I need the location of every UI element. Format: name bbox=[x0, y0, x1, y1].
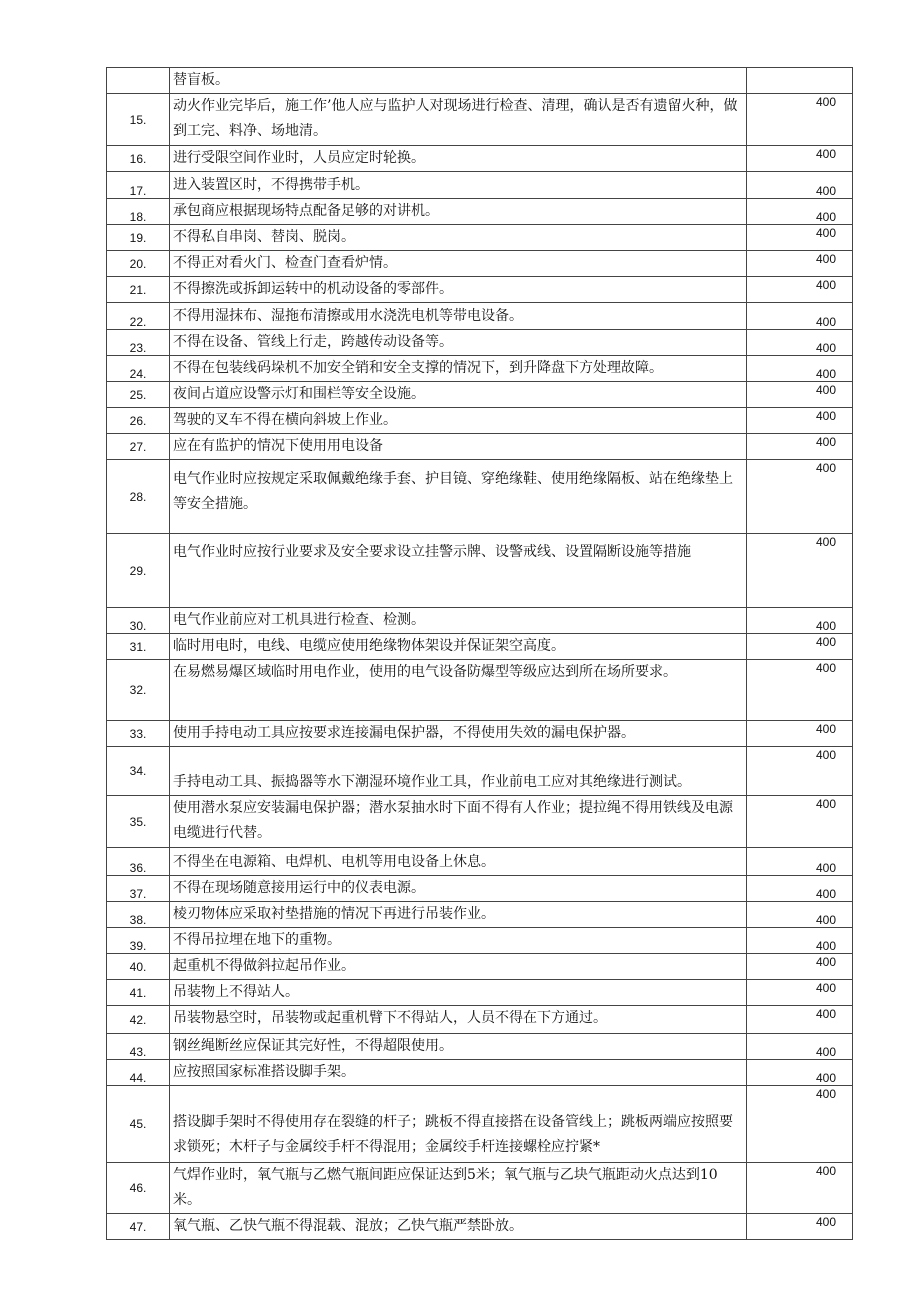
rule-text: 氧气瓶、乙快气瓶不得混载、混放；乙快气瓶严禁卧放。 bbox=[170, 1214, 747, 1240]
row-number: 29. bbox=[107, 534, 170, 608]
rule-text: 电气作业前应对工机具进行检查、检测。 bbox=[170, 608, 747, 634]
score-value: 400 bbox=[747, 303, 853, 330]
row-number: 19. bbox=[107, 225, 170, 251]
row-number: 33. bbox=[107, 721, 170, 747]
score-value: 400 bbox=[747, 225, 853, 251]
rule-text: 气焊作业时，氧气瓶与乙燃气瓶间距应保证达到5米；氧气瓶与乙块气瓶距动火点达到10米。 bbox=[170, 1163, 747, 1214]
rule-text: 不得在现场随意接用运行中的仪表电源。 bbox=[170, 876, 747, 902]
rule-text bbox=[170, 1086, 747, 1163]
row-number: 44. bbox=[107, 1060, 170, 1086]
row-number: 18. bbox=[107, 199, 170, 225]
score-value: 400 bbox=[747, 954, 853, 980]
rule-text: 动火作业完毕后，施工作’他人应与监护人对现场进行检查、清理，确认是否有遗留火种，做到工完、料净、场地清。 bbox=[170, 94, 747, 146]
table-row bbox=[107, 356, 853, 382]
table-row bbox=[107, 1163, 853, 1214]
rule-text: 棱刃物体应采取衬垫措施的情况下再进行吊装作业。 bbox=[170, 902, 747, 928]
table-row bbox=[107, 848, 853, 876]
score-value: 400 bbox=[747, 434, 853, 460]
row-number: 30. bbox=[107, 608, 170, 634]
rule-text: 不得坐在电源箱、电焊机、电机等用电设备上休息。 bbox=[170, 848, 747, 876]
row-number: 34. bbox=[107, 747, 170, 796]
rule-text: 不得用湿抹布、湿拖布清擦或用水浇洗电机等带电设备。 bbox=[170, 303, 747, 330]
row-number: 15. bbox=[107, 94, 170, 146]
table-row bbox=[107, 94, 853, 146]
table-row bbox=[107, 1086, 853, 1163]
score-value: 400 bbox=[747, 980, 853, 1006]
row-number: 21. bbox=[107, 277, 170, 303]
table-row bbox=[107, 146, 853, 172]
row-number: 27. bbox=[107, 434, 170, 460]
row-number bbox=[107, 68, 170, 94]
score-value: 400 bbox=[747, 408, 853, 434]
table-row bbox=[107, 954, 853, 980]
score-value bbox=[747, 68, 853, 94]
score-value: 400 bbox=[747, 172, 853, 199]
row-number: 22. bbox=[107, 303, 170, 330]
row-number: 42. bbox=[107, 1006, 170, 1034]
rule-text: 不得私自串岗、替岗、脱岗。 bbox=[170, 225, 747, 251]
rule-text: 临时用电时，电线、电缆应使用绝缘物体架设并保证架空高度。 bbox=[170, 634, 747, 660]
row-number: 31. bbox=[107, 634, 170, 660]
table-row bbox=[107, 721, 853, 747]
rule-text: 不得在包装线码垛机不加安全销和安全支撑的情况下，到升降盘下方处理故障。 bbox=[170, 356, 747, 382]
safety-rules-table bbox=[106, 67, 853, 1240]
table-row bbox=[107, 660, 853, 721]
table-row bbox=[107, 172, 853, 199]
table-row bbox=[107, 747, 853, 796]
score-value: 400 bbox=[747, 146, 853, 172]
rule-text: 应按照国家标准搭设脚手架。 bbox=[170, 1060, 747, 1086]
score-value: 400 bbox=[747, 199, 853, 225]
score-value: 400 bbox=[747, 608, 853, 634]
rule-text: 不得擦洗或拆卸运转中的机动设备的零部件。 bbox=[170, 277, 747, 303]
table-row bbox=[107, 434, 853, 460]
table-row bbox=[107, 928, 853, 954]
score-value: 400 bbox=[747, 876, 853, 902]
score-value: 400 bbox=[747, 902, 853, 928]
rule-text bbox=[170, 534, 747, 608]
table-row bbox=[107, 225, 853, 251]
score-value: 400 bbox=[747, 1163, 853, 1214]
row-number: 23. bbox=[107, 330, 170, 356]
table-row bbox=[107, 1006, 853, 1034]
rule-text: 进入装置区时，不得携带手机。 bbox=[170, 172, 747, 199]
table-row bbox=[107, 902, 853, 928]
table-row bbox=[107, 68, 853, 94]
score-value: 400 bbox=[747, 721, 853, 747]
rule-text: 吊装物上不得站人。 bbox=[170, 980, 747, 1006]
rule-text-content: 电气作业时应按规定采取佩戴绝缘手套、护目镜、穿绝缘鞋、使用绝缘隔板、站在绝缘垫上等安全措施。 bbox=[173, 471, 733, 512]
row-number: 47. bbox=[107, 1214, 170, 1240]
score-value: 400 bbox=[747, 94, 853, 146]
row-number: 40. bbox=[107, 954, 170, 980]
rule-text-content: 电气作业时应按行业要求及安全要求设立挂警示牌、设警戒线、设置隔断设施等措施 bbox=[173, 544, 691, 560]
row-number: 16. bbox=[107, 146, 170, 172]
rule-text: 使用手持电动工具应按要求连接漏电保护器，不得使用失效的漏电保护器。 bbox=[170, 721, 747, 747]
row-number: 25. bbox=[107, 382, 170, 408]
score-value: 400 bbox=[747, 928, 853, 954]
row-number: 45. bbox=[107, 1086, 170, 1163]
rule-text: 吊装物悬空时，吊装物或起重机臂下不得站人，人员不得在下方通过。 bbox=[170, 1006, 747, 1034]
row-number: 32. bbox=[107, 660, 170, 721]
rule-text: 在易燃易爆区域临时用电作业，使用的电气设备防爆型等级应达到所在场所要求。 bbox=[170, 660, 747, 721]
rule-text: 起重机不得做斜拉起吊作业。 bbox=[170, 954, 747, 980]
row-number: 37. bbox=[107, 876, 170, 902]
row-number: 20. bbox=[107, 251, 170, 277]
table-row bbox=[107, 980, 853, 1006]
table-row bbox=[107, 408, 853, 434]
rule-text: 应在有监护的情况下使用用电设备 bbox=[170, 434, 747, 460]
score-value: 400 bbox=[747, 330, 853, 356]
table-row bbox=[107, 199, 853, 225]
row-number: 26. bbox=[107, 408, 170, 434]
table-row bbox=[107, 1060, 853, 1086]
row-number: 39. bbox=[107, 928, 170, 954]
row-number: 38. bbox=[107, 902, 170, 928]
rule-text: 钢丝绳断丝应保证其完好性，不得超限使用。 bbox=[170, 1034, 747, 1060]
score-value: 400 bbox=[747, 356, 853, 382]
score-value: 400 bbox=[747, 251, 853, 277]
table-row bbox=[107, 796, 853, 848]
score-value: 400 bbox=[747, 382, 853, 408]
rule-text: 手持电动工具、振捣器等水下潮湿环境作业工具，作业前电工应对其绝缘进行测试。 bbox=[170, 747, 747, 796]
score-value: 400 bbox=[747, 460, 853, 534]
table-row bbox=[107, 277, 853, 303]
score-value: 400 bbox=[747, 634, 853, 660]
table-row bbox=[107, 634, 853, 660]
score-value: 400 bbox=[747, 277, 853, 303]
table-row bbox=[107, 251, 853, 277]
score-value: 400 bbox=[747, 1214, 853, 1240]
table-row bbox=[107, 1034, 853, 1060]
row-number: 46. bbox=[107, 1163, 170, 1214]
table-row bbox=[107, 608, 853, 634]
rule-text: 替盲板。 bbox=[170, 68, 747, 94]
score-value: 400 bbox=[747, 1034, 853, 1060]
row-number: 43. bbox=[107, 1034, 170, 1060]
table-row bbox=[107, 1214, 853, 1240]
rule-text-content: 搭设脚手架时不得使用存在裂缝的杆子；跳板不得直接搭在设备管线上；跳板两端应按照要求锁死；木杆子与金属绞手杆不得混用；金属绞手杆连接螺栓应拧紧* bbox=[173, 1114, 733, 1155]
table-row bbox=[107, 876, 853, 902]
rule-text: 进行受限空间作业时，人员应定时轮换。 bbox=[170, 146, 747, 172]
row-number: 28. bbox=[107, 460, 170, 534]
score-value: 400 bbox=[747, 1060, 853, 1086]
table-row bbox=[107, 534, 853, 608]
row-number: 36. bbox=[107, 848, 170, 876]
row-number: 35. bbox=[107, 796, 170, 848]
rule-text: 不得正对看火门、检查门查看炉情。 bbox=[170, 251, 747, 277]
row-number: 41. bbox=[107, 980, 170, 1006]
rule-text: 夜间占道应设警示灯和围栏等安全设施。 bbox=[170, 382, 747, 408]
table-row bbox=[107, 330, 853, 356]
rule-text bbox=[170, 460, 747, 534]
table-row bbox=[107, 460, 853, 534]
table-row bbox=[107, 303, 853, 330]
score-value: 400 bbox=[747, 660, 853, 721]
table-row bbox=[107, 382, 853, 408]
rule-text: 不得吊拉埋在地下的重物。 bbox=[170, 928, 747, 954]
rule-text: 驾驶的叉车不得在横向斜坡上作业。 bbox=[170, 408, 747, 434]
score-value: 400 bbox=[747, 1086, 853, 1163]
score-value: 400 bbox=[747, 796, 853, 848]
score-value: 400 bbox=[747, 747, 853, 796]
rule-text: 承包商应根据现场特点配备足够的对讲机。 bbox=[170, 199, 747, 225]
score-value: 400 bbox=[747, 1006, 853, 1034]
row-number: 24. bbox=[107, 356, 170, 382]
rule-text: 使用潜水泵应安装漏电保护器；潜水泵抽水时下面不得有人作业；提拉绳不得用铁线及电源电缆进行代替。 bbox=[170, 796, 747, 848]
row-number: 17. bbox=[107, 172, 170, 199]
score-value: 400 bbox=[747, 534, 853, 608]
score-value: 400 bbox=[747, 848, 853, 876]
rule-text: 不得在设备、管线上行走，跨越传动设备等。 bbox=[170, 330, 747, 356]
